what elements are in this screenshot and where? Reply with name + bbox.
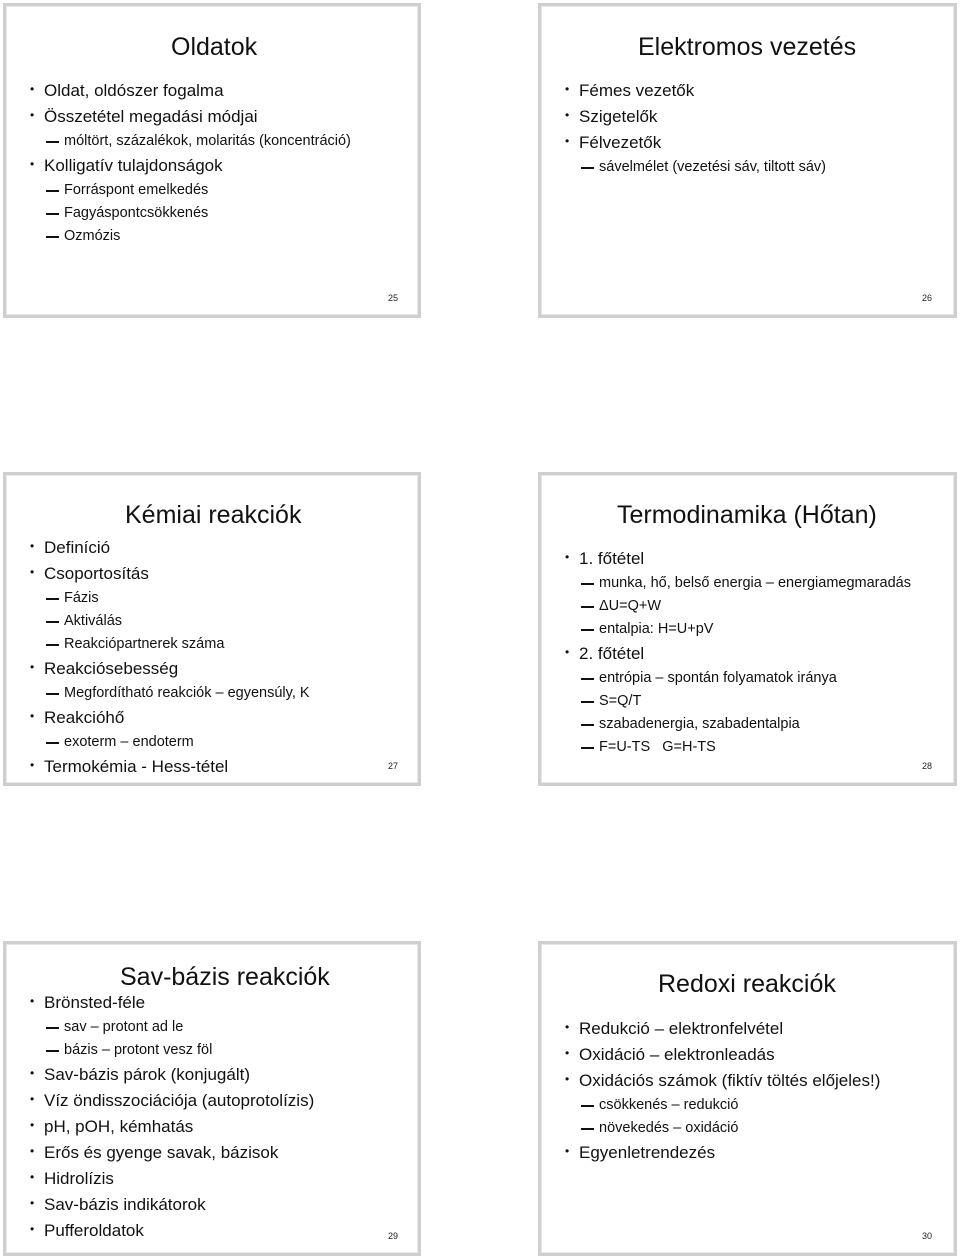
list-item: • Erős és gyenge savak, bázisok bbox=[30, 1140, 410, 1166]
bullet-list bbox=[30, 535, 410, 780]
list-item: • Reakcióhő bbox=[30, 705, 410, 731]
bullet-list bbox=[565, 1016, 946, 1166]
list-subitem: sávelmélet (vezetési sáv, tiltott sáv) bbox=[565, 156, 946, 179]
bullet-list bbox=[30, 990, 410, 1244]
list-item: • Hidrolízis bbox=[30, 1166, 410, 1192]
slide-26 bbox=[538, 3, 957, 318]
list-item: • Víz öndisszociációja (autoprotolízis) bbox=[30, 1088, 410, 1114]
list-subitem: Fagyáspontcsökkenés bbox=[30, 202, 410, 225]
list-item: • 1. főtétel bbox=[565, 546, 946, 572]
list-subitem: Fázis bbox=[30, 587, 410, 610]
slide-title: Oldatok bbox=[171, 33, 258, 61]
page-number: 28 bbox=[922, 761, 933, 771]
slide-title: Redoxi reakciók bbox=[658, 970, 836, 998]
list-item: • Kolligatív tulajdonságok bbox=[30, 153, 410, 179]
list-subitem: sav – protont ad le bbox=[30, 1016, 410, 1039]
list-item: • Szigetelők bbox=[565, 104, 946, 130]
list-item: • Pufferoldatok bbox=[30, 1218, 410, 1244]
slide-title: Sav-bázis reakciók bbox=[120, 963, 330, 991]
bullet-list bbox=[565, 546, 946, 759]
list-item: • Egyenletrendezés bbox=[565, 1140, 946, 1166]
list-item: • Reakciósebesség bbox=[30, 656, 410, 682]
list-item: • 2. főtétel bbox=[565, 641, 946, 667]
list-subitem: munka, hő, belső energia – energiamegmaradás bbox=[565, 572, 946, 595]
page-number: 30 bbox=[922, 1231, 933, 1241]
list-subitem: Ozmózis bbox=[30, 225, 410, 248]
list-item: • Sav-bázis indikátorok bbox=[30, 1192, 410, 1218]
bullet-list bbox=[30, 78, 410, 248]
bullet-list bbox=[565, 78, 946, 179]
slide-29 bbox=[3, 941, 421, 1256]
list-item: • Brönsted-féle bbox=[30, 990, 410, 1016]
slide-27 bbox=[3, 472, 421, 786]
list-item: • Definíció bbox=[30, 535, 410, 561]
list-item: • Termokémia - Hess-tétel bbox=[30, 754, 410, 780]
list-subitem: exoterm – endoterm bbox=[30, 731, 410, 754]
list-item: • Összetétel megadási módjai bbox=[30, 104, 410, 130]
list-subitem: növekedés – oxidáció bbox=[565, 1117, 946, 1140]
list-subitem: bázis – protont vesz föl bbox=[30, 1039, 410, 1062]
list-subitem: Forráspont emelkedés bbox=[30, 179, 410, 202]
list-subitem: S=Q/T bbox=[565, 690, 946, 713]
list-subitem: F=U-TS G=H-TS bbox=[565, 736, 946, 759]
list-subitem: Aktiválás bbox=[30, 610, 410, 633]
list-subitem: ΔU=Q+W bbox=[565, 595, 946, 618]
list-item: • Oxidációs számok (fiktív töltés előjeles!) bbox=[565, 1068, 946, 1094]
slide-title: Kémiai reakciók bbox=[125, 501, 302, 529]
list-item: • Oldat, oldószer fogalma bbox=[30, 78, 410, 104]
slide-28 bbox=[538, 472, 957, 786]
list-subitem: Megfordítható reakciók – egyensúly, K bbox=[30, 682, 410, 705]
slide-25 bbox=[3, 3, 421, 318]
page-number: 29 bbox=[388, 1231, 399, 1241]
slide-title: Termodinamika (Hőtan) bbox=[617, 501, 877, 529]
list-item: • pH, pOH, kémhatás bbox=[30, 1114, 410, 1140]
list-item: • Oxidáció – elektronleadás bbox=[565, 1042, 946, 1068]
list-subitem: entalpia: H=U+pV bbox=[565, 618, 946, 641]
list-subitem: móltört, százalékok, molaritás (koncentráció) bbox=[30, 130, 410, 153]
page-number: 27 bbox=[388, 761, 399, 771]
list-item: • Redukció – elektronfelvétel bbox=[565, 1016, 946, 1042]
list-subitem: entrópia – spontán folyamatok iránya bbox=[565, 667, 946, 690]
list-subitem: szabadenergia, szabadentalpia bbox=[565, 713, 946, 736]
list-item: • Fémes vezetők bbox=[565, 78, 946, 104]
page-number: 26 bbox=[922, 293, 933, 303]
list-item: • Félvezetők bbox=[565, 130, 946, 156]
slide-30 bbox=[538, 941, 957, 1256]
page-number: 25 bbox=[388, 293, 399, 303]
list-subitem: csökkenés – redukció bbox=[565, 1094, 946, 1117]
list-item: • Sav-bázis párok (konjugált) bbox=[30, 1062, 410, 1088]
list-subitem: Reakciópartnerek száma bbox=[30, 633, 410, 656]
list-item: • Csoportosítás bbox=[30, 561, 410, 587]
slide-title: Elektromos vezetés bbox=[638, 33, 857, 61]
